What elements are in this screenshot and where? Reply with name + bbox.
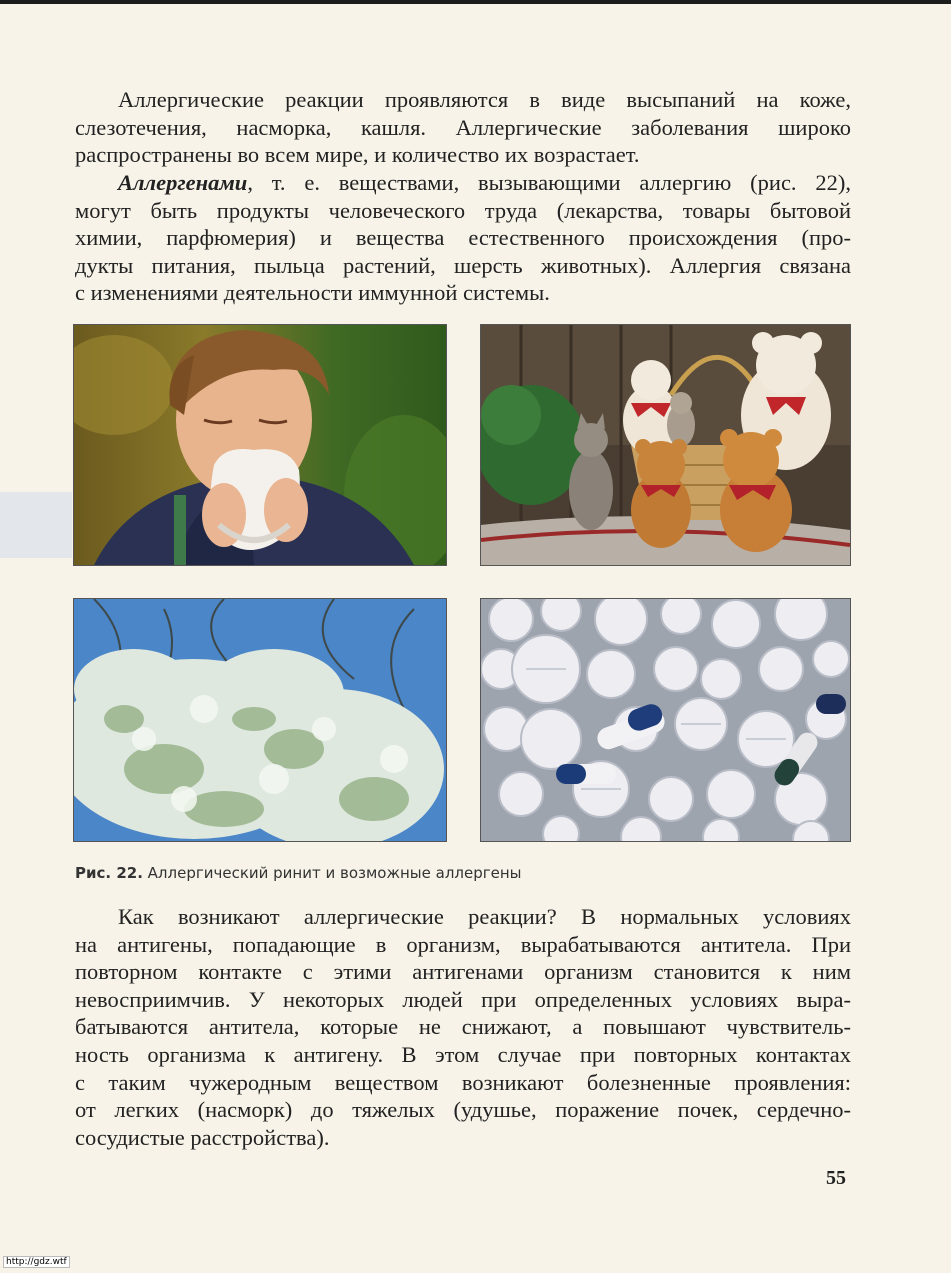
text-line: химии, парфюмерия) и вещества естественного происхождения (про- [75,225,851,251]
figure-caption-text: Аллергический ринит и возможные аллергены [147,864,522,882]
page-bleed-strip [0,492,72,558]
toys-and-cats-image [481,325,850,565]
photo-toys-and-cats [480,324,851,566]
text-line: батываются антитела, которые не снижают, а повышают чувствитель- [75,1014,851,1040]
paragraph-allergens [75,169,851,307]
top-edge-bar [0,0,951,4]
text-line: повторном контакте с этими антигенами организм становится к ним [75,959,851,985]
page-number: 55 [826,1167,846,1189]
text-line [75,169,851,197]
photo-blossoming-tree [73,598,447,842]
text-line: на антигены, попадающие в организм, вырабатываются антитела. При [75,931,851,957]
figure-label: Рис. 22. [75,864,143,882]
text-line: сосудистые расстройства). [75,1124,330,1150]
blossoming-tree-image [74,599,446,841]
text-line: слезотечения, насморка, кашля. Аллергические заболевания широко [75,114,851,140]
text-line: дукты питания, пыльца растений, шерсть животных). Аллергия связана [75,252,851,278]
text-line: Аллергические реакции проявляются в виде высыпаний на коже, [118,87,851,112]
figure-caption [75,864,522,882]
watermark-link[interactable]: http://gdz.wtf [3,1256,70,1268]
pills-image [481,599,850,841]
text-line: распространены во всем мире, и количество их возрастает. [75,142,640,168]
text-line: Как возникают аллергические реакции? В нормальных условиях [118,904,851,929]
text-fragment: , т. е. веществами, вызывающими аллергию (рис. 22), [247,170,851,195]
text-line: с изменениями деятельности иммунной системы. [75,280,550,306]
photo-sneezing-boy [73,324,447,566]
term-allergens: Аллергенами [118,170,248,195]
text-line: могут быть продукты человеческого труда (лекарства, товары бытовой [75,197,851,223]
text-line: от легких (насморк) до тяжелых (удушье, поражение почек, сердечно- [75,1097,851,1123]
paragraph-mechanism [75,903,851,1151]
paragraph-intro [75,86,851,169]
text-line: невосприимчив. У некоторых людей при определенных условиях выра- [75,986,851,1012]
sneezing-boy-image [74,325,446,565]
text-line: ность организма к антигену. В этом случае при повторных контактах [75,1041,851,1067]
text-line: с таким чужеродным веществом возникают болезненные проявления: [75,1069,851,1095]
photo-pills [480,598,851,842]
